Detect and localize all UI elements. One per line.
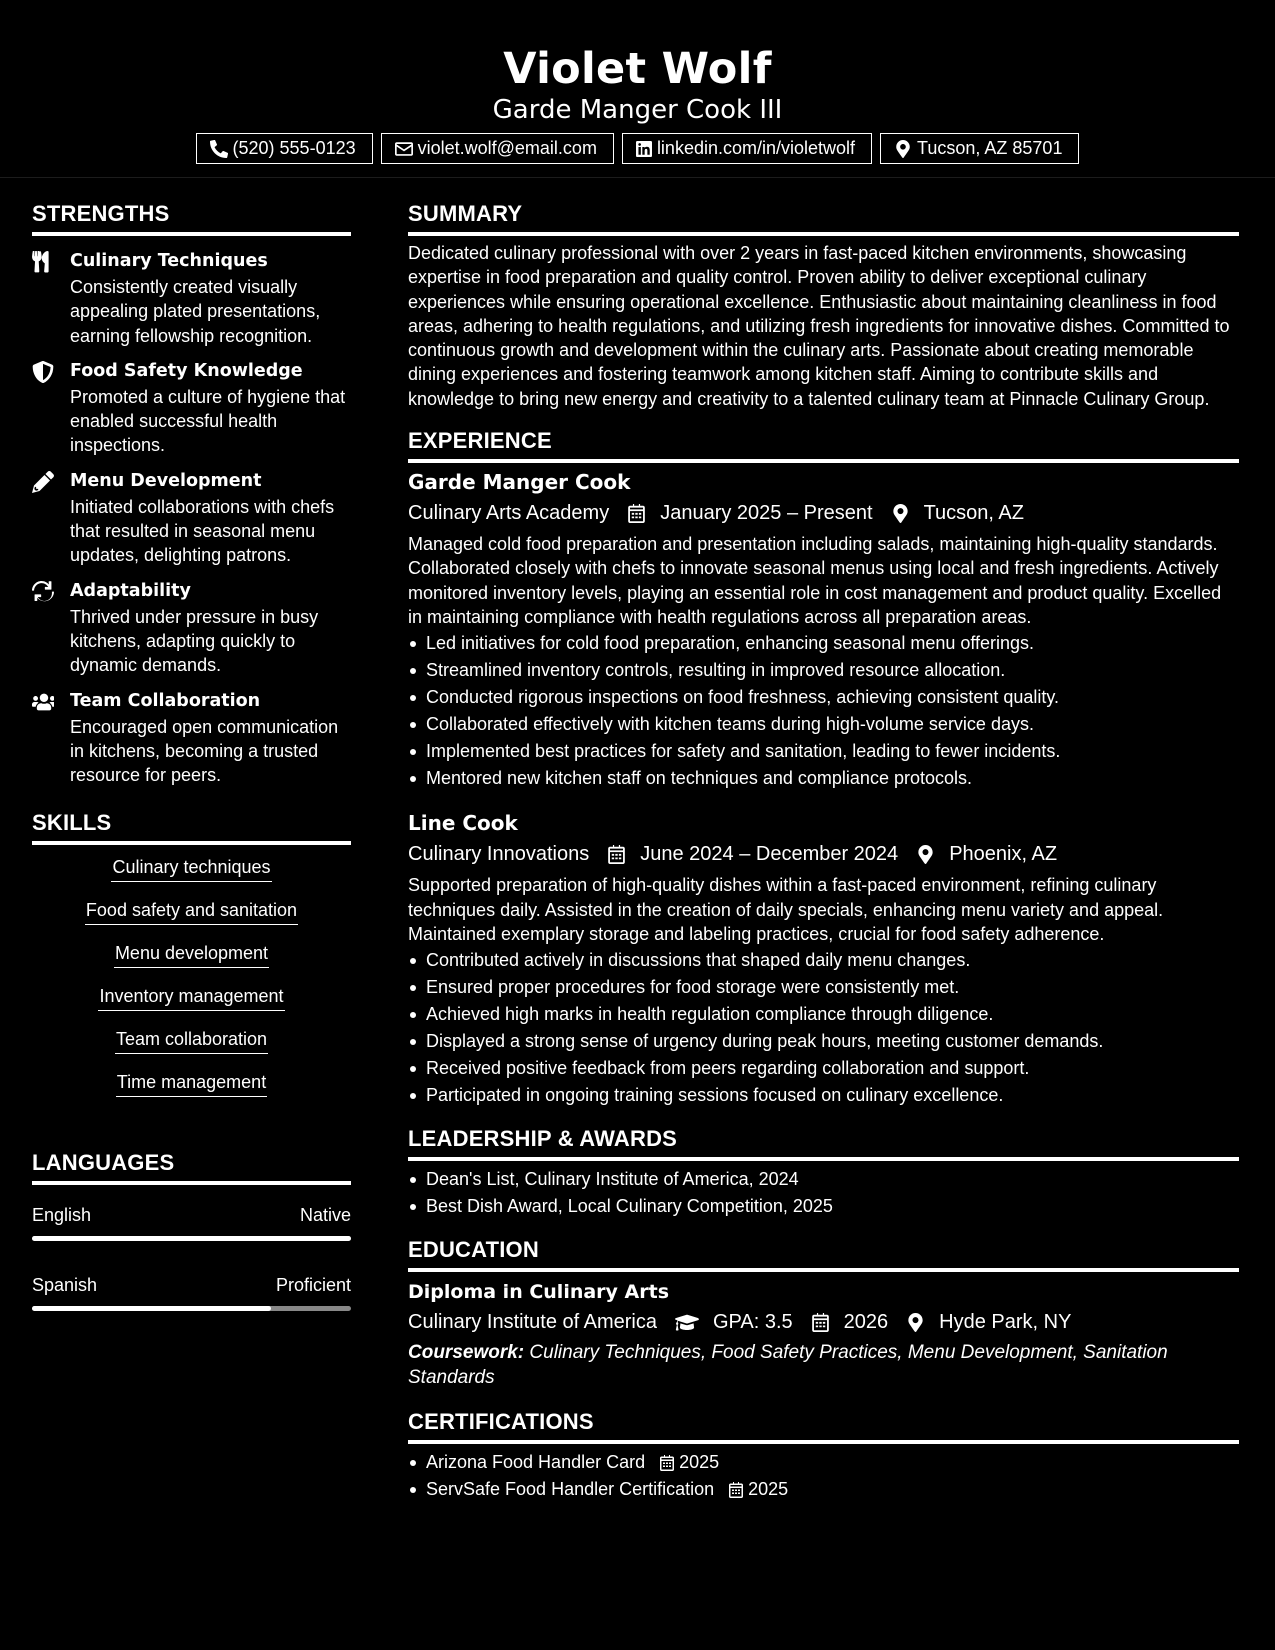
- strength-item: [32, 470, 351, 568]
- list-item: Conducted rigorous inspections on food freshness, achieving consistent quality.: [408, 684, 1239, 711]
- list-item: Participated in ongoing training sessions focused on culinary excellence.: [408, 1082, 1239, 1109]
- contact-phone[interactable]: [196, 133, 373, 164]
- users-icon: [32, 691, 54, 713]
- strength-title: Food Safety Knowledge: [70, 360, 303, 381]
- strength-item: [32, 690, 351, 788]
- list-item: Implemented best practices for safety and sanitation, leading to fewer incidents.: [408, 738, 1239, 765]
- candidate-name: Violet Wolf: [503, 44, 772, 94]
- job-description: Supported preparation of high-quality dishes within a fast-paced environment, refining culinary techniques daily. Assisted in the creation of daily specials, enhancing menu variety and appeal. Maintained exemplary storage and labeling practices, crucial for food safety adherence.: [408, 875, 1164, 944]
- list-item: Best Dish Award, Local Culinary Competition, 2025: [408, 1193, 1239, 1220]
- list-item: Contributed actively in discussions that shaped daily menu changes.: [408, 947, 1239, 974]
- certifications-section: [408, 1408, 1239, 1503]
- map-pin-icon: [906, 1313, 925, 1332]
- list-item: Collaborated effectively with kitchen teams during high-volume service days.: [408, 711, 1239, 738]
- skill-item: Menu development: [114, 941, 269, 968]
- list-item: Ensured proper procedures for food storage were consistently met.: [408, 974, 1239, 1001]
- school-name: Culinary Institute of America: [408, 1311, 657, 1334]
- list-item: Mentored new kitchen staff on techniques and compliance protocols.: [408, 765, 1239, 792]
- skills-heading: SKILLS: [32, 809, 351, 845]
- list-item: Displayed a strong sense of urgency during peak hours, meeting customer demands.: [408, 1028, 1239, 1055]
- skills-section: [32, 809, 351, 1113]
- left-column: [32, 178, 351, 1311]
- strength-item: [32, 580, 351, 678]
- experience-heading: EXPERIENCE: [408, 427, 1239, 463]
- job-title: Garde Manger Cook: [408, 470, 631, 495]
- shield-icon: [32, 361, 54, 383]
- calendar-icon: [728, 1482, 744, 1498]
- contact-email[interactable]: [381, 133, 614, 164]
- strength-desc: Thrived under pressure in busy kitchens, adapting quickly to dynamic demands.: [70, 606, 319, 676]
- job-bullets: [408, 630, 1239, 792]
- list-item: Achieved high marks in health regulation compliance through diligence.: [408, 1001, 1239, 1028]
- calendar-icon: [659, 1455, 675, 1471]
- contact-location: [880, 133, 1079, 164]
- education-meta: [408, 1308, 1239, 1336]
- contact-linkedin[interactable]: [622, 133, 872, 164]
- calendar-icon: [627, 504, 646, 523]
- cert-year: 2025: [748, 1479, 789, 1500]
- gpa: GPA: 3.5: [713, 1311, 793, 1334]
- summary-text: Dedicated culinary professional with over 2 years in fast-paced kitchen environments, showcasing expertise in food preparation and quality control. Proven ability to deliver exceptional culinary experiences while ensuring operational excellence. Enthusiastic about maintaining cleanliness in food areas, adhering to health regulations, and utilizing fresh ingredients for innovative dishes. Committed to continuous growth and development within the culinary arts. Passionate about creating memorable dining experiences and fostering teamwork among kitchen staff. Aiming to contribute skills and knowledge to bring new energy and creativity to a talented culinary team at Pinnacle Culinary Group.: [408, 243, 1230, 409]
- strength-desc: Encouraged open communication in kitchens, becoming a trusted resource for peers.: [70, 716, 339, 786]
- language-bar: [32, 1306, 351, 1311]
- language-bar-fill: [32, 1306, 271, 1311]
- strength-desc: Initiated collaborations with chefs that resulted in seasonal menu updates, delighting patrons.: [70, 496, 335, 566]
- job-title: Line Cook: [408, 811, 518, 836]
- cert-name: ServSafe Food Handler Certification: [426, 1479, 715, 1500]
- job-meta: [408, 499, 1239, 527]
- strength-desc: Promoted a culture of hygiene that enabled successful health inspections.: [70, 386, 346, 456]
- utensils-icon: [32, 251, 54, 273]
- language-level: Proficient: [275, 1275, 351, 1296]
- envelope-icon: [395, 140, 413, 158]
- awards-list: [408, 1166, 1239, 1220]
- map-pin-icon: [891, 504, 910, 523]
- skill-item: Food safety and sanitation: [85, 898, 298, 925]
- languages-section: [32, 1149, 351, 1311]
- language-item: [32, 1203, 351, 1241]
- experience-section: [408, 427, 1239, 1109]
- skills-list: [32, 855, 351, 1113]
- strength-item: [32, 250, 351, 348]
- contact-location-text: Tucson, AZ 85701: [917, 138, 1063, 158]
- languages-heading: LANGUAGES: [32, 1149, 351, 1185]
- list-item: Dean's List, Culinary Institute of America, 2024: [408, 1166, 1239, 1193]
- degree-title: Diploma in Culinary Arts: [408, 1281, 670, 1304]
- sync-icon: [32, 581, 54, 603]
- certifications-list: [408, 1449, 1239, 1503]
- coursework: [408, 1341, 1239, 1390]
- right-column: [408, 178, 1239, 1503]
- list-item: Led initiatives for cold food preparation, enhancing seasonal menu offerings.: [408, 630, 1239, 657]
- language-name: Spanish: [32, 1275, 98, 1296]
- job-dates: January 2025 – Present: [660, 502, 873, 525]
- cert-name: Arizona Food Handler Card: [426, 1452, 646, 1473]
- summary-heading: SUMMARY: [408, 200, 1239, 236]
- strength-title: Culinary Techniques: [70, 251, 268, 271]
- strengths-section: [32, 200, 351, 787]
- contact-email-text: violet.wolf@email.com: [417, 138, 597, 158]
- awards-section: [408, 1125, 1239, 1220]
- job-location: Phoenix, AZ: [949, 843, 1058, 866]
- graduation-cap-icon: [675, 1313, 699, 1332]
- education-heading: EDUCATION: [408, 1236, 1239, 1272]
- calendar-icon: [607, 845, 626, 864]
- phone-icon: [210, 140, 228, 158]
- skill-item: Time management: [116, 1070, 267, 1097]
- skill-item: Team collaboration: [115, 1027, 268, 1054]
- contact-linkedin-text: linkedin.com/in/violetwolf: [656, 138, 856, 158]
- job-entry: [408, 469, 1239, 792]
- language-bar-fill: [32, 1236, 351, 1241]
- strength-title: Adaptability: [70, 580, 191, 601]
- map-pin-icon: [894, 140, 912, 158]
- contact-bar: [0, 133, 1275, 164]
- job-dates: June 2024 – December 2024: [640, 843, 899, 866]
- contact-phone-text: (520) 555-0123: [232, 138, 356, 158]
- coursework-text: Culinary Techniques, Food Safety Practices, Menu Development, Sanitation Standards: [408, 1342, 1168, 1388]
- graduation-year: 2026: [843, 1311, 889, 1334]
- strengths-heading: STRENGTHS: [32, 200, 351, 236]
- strength-desc: Consistently created visually appealing plated presentations, earning fellowship recognition.: [70, 277, 321, 346]
- strengths-list: [32, 250, 351, 787]
- job-meta: [408, 840, 1239, 868]
- awards-heading: LEADERSHIP & AWARDS: [408, 1125, 1239, 1161]
- job-company: Culinary Innovations: [408, 843, 590, 866]
- job-entry: [408, 810, 1239, 1109]
- map-pin-icon: [916, 845, 935, 864]
- pencil-icon: [32, 471, 54, 493]
- skill-item: Culinary techniques: [111, 855, 271, 882]
- job-company: Culinary Arts Academy: [408, 502, 610, 525]
- language-bar: [32, 1236, 351, 1241]
- education-section: [408, 1236, 1239, 1390]
- list-item: [408, 1476, 1239, 1503]
- cert-year: 2025: [679, 1452, 720, 1473]
- list-item: [408, 1449, 1239, 1476]
- candidate-title: Garde Manger Cook III: [492, 95, 783, 125]
- calendar-icon: [811, 1313, 830, 1332]
- strength-title: Menu Development: [70, 470, 262, 491]
- language-item: [32, 1273, 351, 1311]
- job-location: Tucson, AZ: [923, 502, 1024, 525]
- certifications-heading: CERTIFICATIONS: [408, 1408, 1239, 1444]
- linkedin-icon: [636, 141, 652, 157]
- coursework-label: Coursework:: [408, 1342, 525, 1364]
- list-item: Streamlined inventory controls, resulting in improved resource allocation.: [408, 657, 1239, 684]
- strength-title: Team Collaboration: [70, 690, 261, 711]
- summary-section: [408, 200, 1239, 411]
- language-name: English: [32, 1205, 92, 1226]
- resume-header: [0, 0, 1275, 178]
- list-item: Received positive feedback from peers regarding collaboration and support.: [408, 1055, 1239, 1082]
- job-bullets: [408, 947, 1239, 1109]
- job-description: Managed cold food preparation and presentation including salads, maintaining high-quality standards. Collaborated closely with chefs to innovate seasonal menus using local and fresh ingredients. Actively monitored inventory levels, playing an essential role in cost management and product quality. Excelled in maintaining compliance with health regulations across all preparation areas.: [408, 534, 1222, 627]
- skill-item: Inventory management: [98, 984, 284, 1011]
- strength-item: [32, 360, 351, 458]
- language-level: Native: [299, 1205, 351, 1226]
- school-location: Hyde Park, NY: [939, 1311, 1072, 1334]
